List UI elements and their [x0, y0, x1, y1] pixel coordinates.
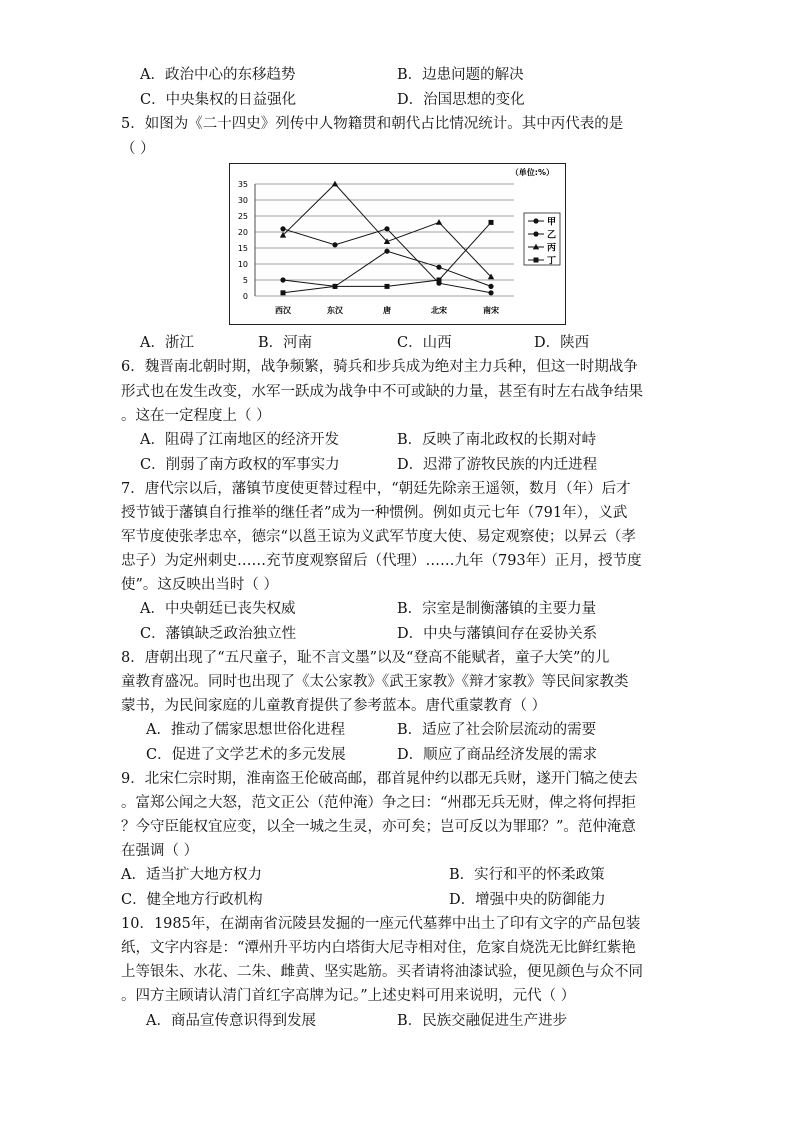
q7-stem-line: 授节钺于藩镇自行推举的继任者”成为一种惯例。例如贞元七年（791年），义武 [121, 505, 628, 521]
x-tick-label: 唐 [383, 306, 391, 315]
q9-option-c[interactable]: C．健全地方行政机构 [121, 892, 263, 908]
data-point [280, 277, 285, 282]
q7-stem-line: 忠子）为定州刺史……充节度观察留后（代理）……九年（793年）正月，授节度 [121, 553, 642, 569]
y-tick-label: 15 [237, 244, 248, 253]
q4-option-b[interactable]: B．边患问题的解决 [397, 67, 524, 83]
q7-option-c[interactable]: C．藩镇缺乏政治独立性 [140, 626, 297, 642]
q6-option-b[interactable]: B．反映了南北政权的长期对峙 [397, 432, 597, 448]
q4-option-d[interactable]: D．治国思想的变化 [397, 92, 525, 108]
x-tick-label: 南宋 [483, 306, 499, 315]
q9-option-d[interactable]: D．增强中央的防御能力 [449, 892, 606, 908]
q10-stem-line: 纸，文字内容是：“潭州升平坊内白塔街大尼寺相对住，危家自烧洗无比鲜红紫艳 [121, 940, 636, 956]
q4-option-c[interactable]: C．中央集权的日益强化 [140, 92, 297, 108]
q9-stem-line: ？今守臣能权宜应变，以全一城之生灵，亦可矣；岂可反以为罪耶？”。范仲淹意 [121, 819, 636, 835]
q7-stem-line: 军节度使张孝忠卒，德宗“以邕王谅为义武军节度大使、易定观察使；以昇云（孝 [121, 529, 636, 545]
data-point [281, 290, 286, 295]
q9-stem-line: 。富郑公闻之大怒，范文正公（范仲淹）争之曰：“州郡无兵无财，俾之将何捍拒 [121, 795, 636, 811]
y-tick-label: 10 [237, 260, 248, 269]
q5-stem: 5．如图为《二十四史》列传中人物籍贯和朝代占比情况统计。其中丙代表的是 [121, 116, 624, 132]
x-tick-label: 东汉 [327, 306, 343, 315]
data-point [436, 265, 441, 270]
data-point [534, 258, 539, 263]
q10-stem-line: 。四方主顾请认清门首红字高牌为记。”上述史料可用来说明，元代（ ） [121, 988, 576, 1004]
q9-option-b[interactable]: B．实行和平的怀柔政策 [449, 867, 605, 883]
q8-option-c[interactable]: C．促进了文学艺术的多元发展 [146, 747, 346, 763]
data-point [384, 226, 389, 231]
q10-stem-line: 上等银朱、水花、二朱、雌黄、坚实匙筋。买者请将油漆试验，便见颜色与众不同 [121, 964, 643, 980]
q6-option-c[interactable]: C．削弱了南方政权的军事实力 [140, 457, 340, 473]
q8-option-a[interactable]: A．推动了儒家思想世俗化进程 [146, 722, 345, 738]
q5-blank: （ ） [121, 141, 155, 157]
data-point [280, 226, 285, 231]
chart-unit-label: （单位:%） [510, 168, 554, 177]
q6-stem-line: 形式也在发生改变，水军一跃成为战争中不可或缺的力量，甚至有时左右战争结果 [121, 384, 643, 400]
q9-option-a[interactable]: A．适当扩大地方权力 [121, 867, 262, 883]
q4-option-a[interactable]: A．政治中心的东移趋势 [140, 67, 296, 83]
q6-stem-line: 6．魏晋南北朝时期，战争频繁，骑兵和步兵成为绝对主力兵种，但这一时期战争 [121, 359, 638, 375]
q8-option-d[interactable]: D．顺应了商品经济发展的需求 [397, 747, 598, 763]
y-tick-label: 20 [237, 228, 248, 237]
q7-option-d[interactable]: D．中央与藩镇间存在妥协关系 [397, 626, 598, 642]
q10-option-b[interactable]: B．民族交融促进生产进步 [397, 1013, 568, 1029]
q7-stem-line: 使”。这反映出当时（ ） [121, 577, 279, 593]
q5-option-d[interactable]: D．陕西 [534, 335, 590, 351]
x-tick-label: 北宋 [431, 306, 447, 315]
q7-option-b[interactable]: B．宗室是制衡藩镇的主要力量 [397, 601, 597, 617]
q5-option-c[interactable]: C．山西 [397, 335, 452, 351]
q9-stem-line: 在强调（ ） [121, 843, 199, 859]
chart-frame [230, 164, 566, 325]
x-tick-label: 西汉 [275, 306, 291, 315]
y-tick-label: 30 [237, 196, 248, 205]
y-tick-label: 5 [242, 276, 248, 285]
q8-stem-line: 蒙书，为民间家庭的儿童教育提供了参考蓝本。唐代重蒙教育（ ） [121, 698, 547, 714]
legend-label: 丙 [547, 243, 557, 254]
q8-stem-line: 8．唐朝出现了“五尺童子，耻不言文墨”以及“登高不能赋者，童子大笑”的儿 [121, 650, 610, 666]
data-point [489, 220, 494, 225]
q5-option-a[interactable]: A．浙江 [140, 335, 194, 351]
data-point [333, 284, 338, 289]
data-point [332, 242, 337, 247]
q5-option-b[interactable]: B．河南 [258, 335, 313, 351]
q8-stem-line: 童教育盛况。同时也出现了《太公家教》《武王家教》《辩才家教》等民间家教类 [121, 674, 629, 690]
q6-option-a[interactable]: A．阻碍了江南地区的经济开发 [140, 432, 339, 448]
q6-stem-line: 。这在一定程度上（ ） [121, 408, 271, 424]
data-point [384, 249, 389, 254]
q7-option-a[interactable]: A．中央朝廷已丧失权威 [140, 601, 296, 617]
legend-label: 乙 [547, 230, 557, 241]
line-chart [229, 163, 566, 325]
y-tick-label: 25 [237, 212, 248, 221]
q9-stem-line: 9．北宋仁宗时期，淮南盗王伦破高邮，郡首晁仲约以郡无兵财，遂开门犒之使去 [121, 771, 638, 787]
q10-stem-line: 10．1985年，在湖南省沅陵县发掘的一座元代墓葬中出土了印有文字的产品包装 [121, 916, 641, 932]
data-point [533, 231, 538, 236]
data-point [488, 290, 493, 295]
q7-stem-line: 7．唐代宗以后，藩镇节度使更替过程中，“朝廷先除亲王遥领，数月（年）后才 [121, 481, 631, 497]
q10-option-a[interactable]: A．商品宣传意识得到发展 [146, 1013, 316, 1029]
data-point [533, 218, 538, 223]
legend-label: 丁 [547, 256, 557, 267]
data-point [385, 284, 390, 289]
y-tick-label: 35 [237, 180, 248, 189]
data-point [437, 278, 442, 283]
legend-label: 甲 [547, 217, 557, 228]
data-point [488, 284, 493, 289]
q6-option-d[interactable]: D．迟滞了游牧民族的内迁进程 [397, 457, 598, 473]
y-tick-label: 0 [242, 292, 248, 301]
q8-option-b[interactable]: B．适应了社会阶层流动的需要 [397, 722, 597, 738]
